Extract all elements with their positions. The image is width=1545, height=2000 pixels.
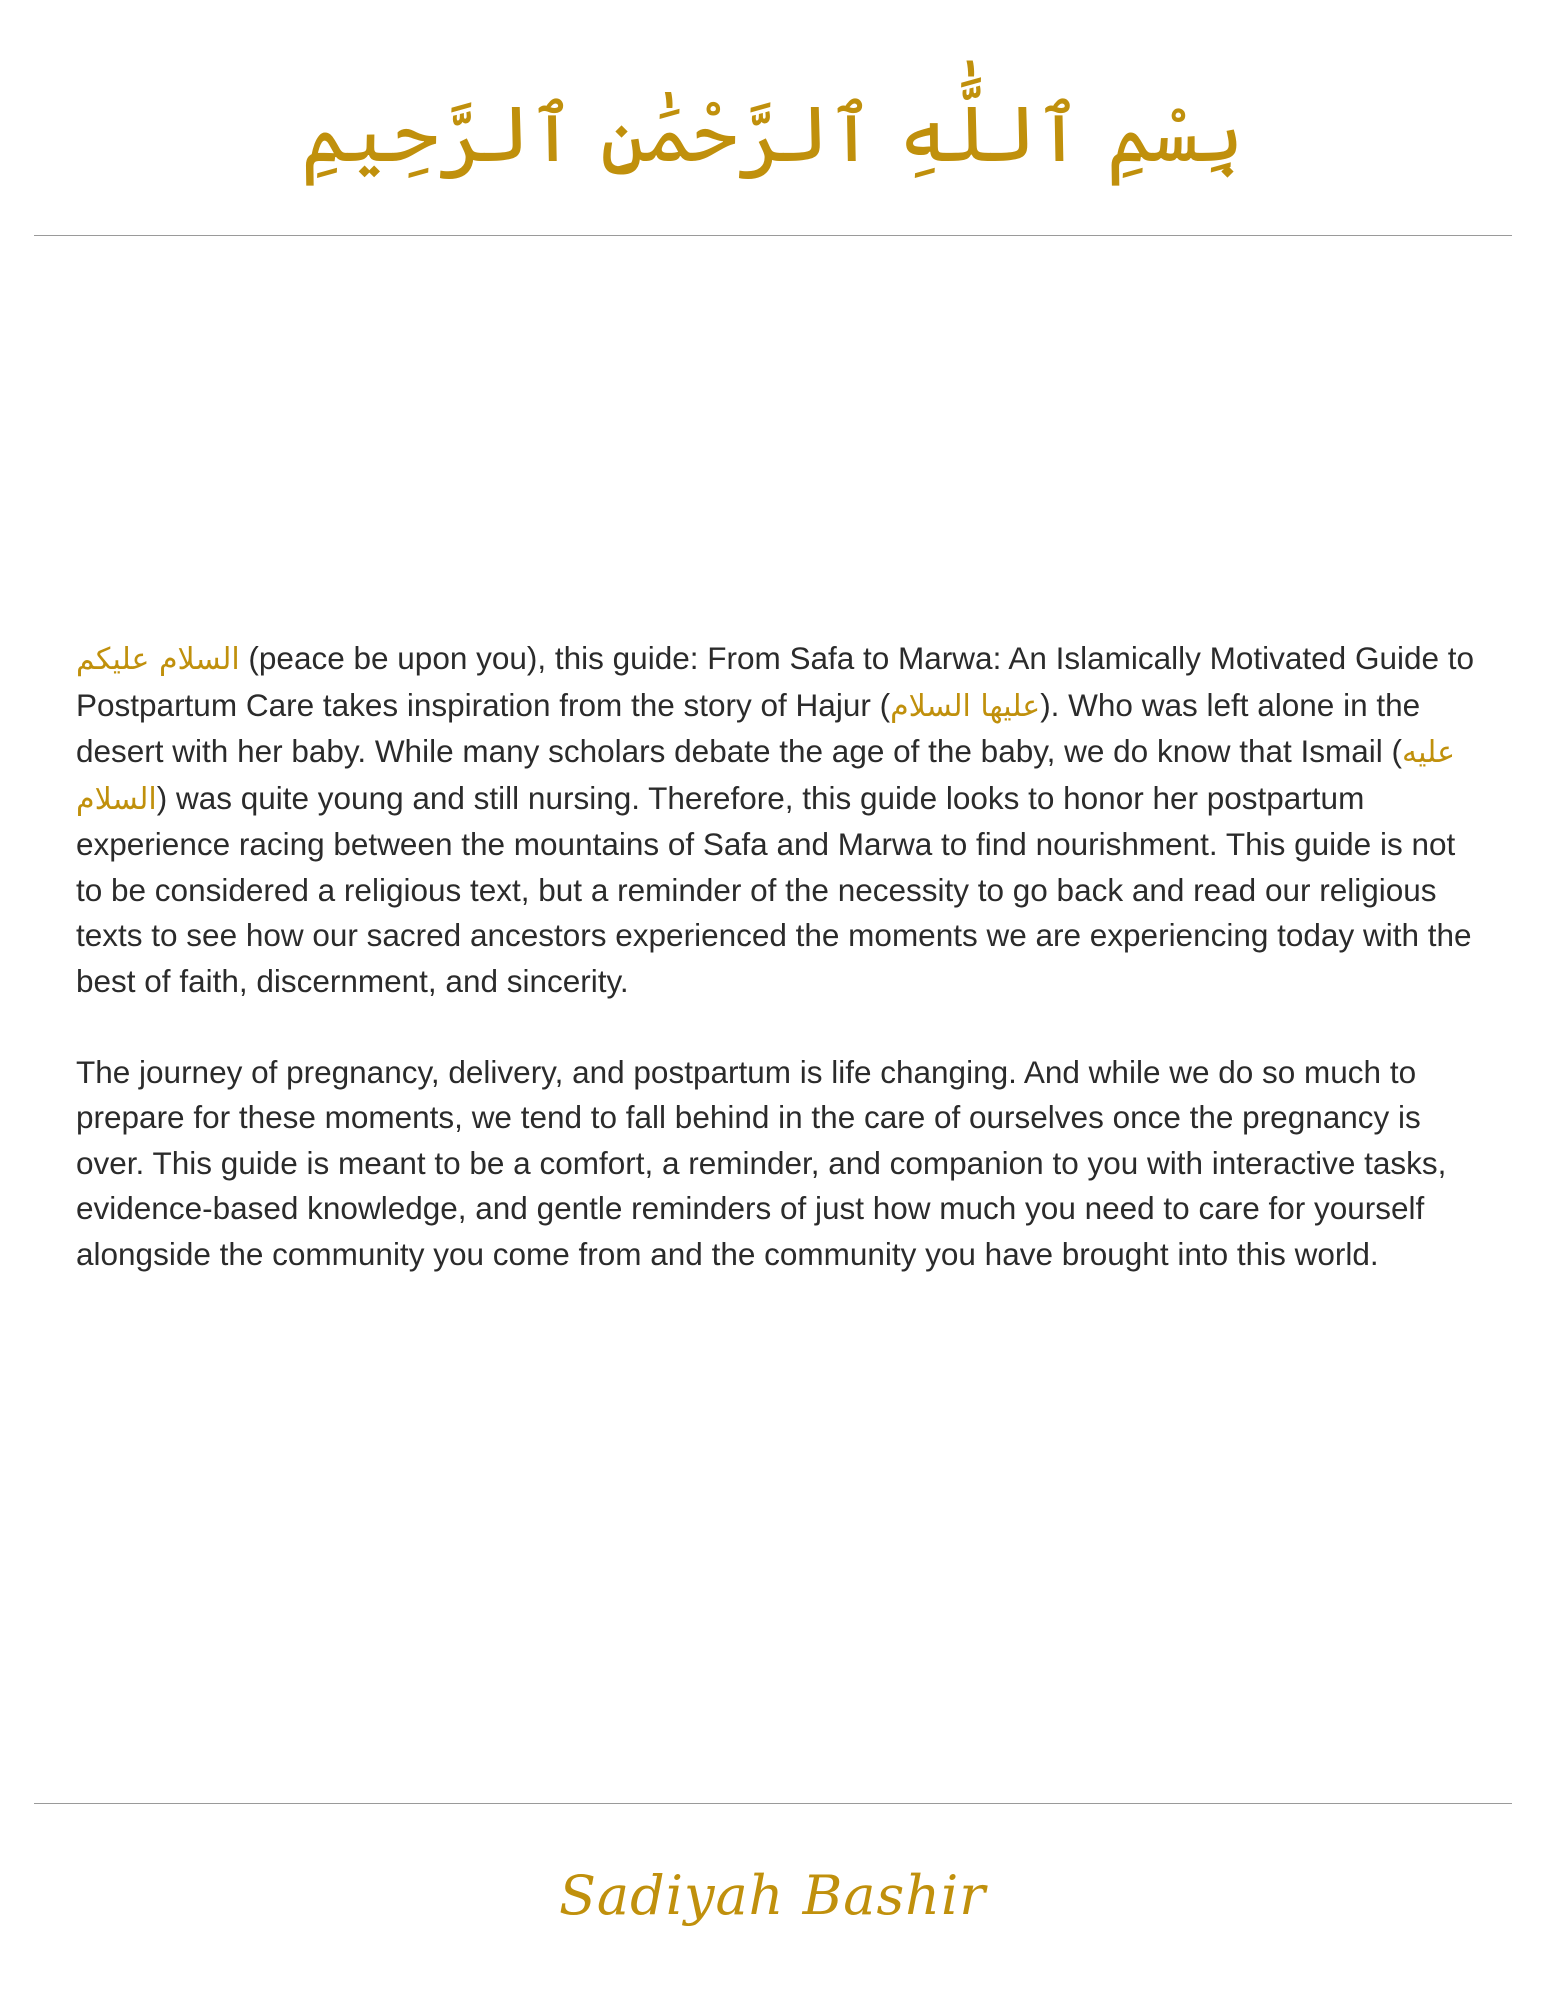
basmala-calligraphy: بِسْمِ ٱللَّٰهِ ٱلرَّحْمَٰنِ ٱلرَّحِيمِ <box>301 90 1244 180</box>
honorific-feminine-arabic: عليها السلام <box>890 688 1041 724</box>
page-header <box>0 80 1545 190</box>
author-signature: Sadiyah Bashir <box>558 1863 987 1927</box>
header-divider <box>34 235 1512 236</box>
paragraph-1-part-2: ). Who was left alone in the desert with her baby. While many scholars debate the age of the baby, we do know that Ismail ( <box>76 686 1421 769</box>
page-footer <box>0 1850 1545 1940</box>
paragraph-1-part-1: (peace be upon you), this guide: From Safa to Marwa: An Islamically Motivated Guide to Postpartum Care takes inspiration from the story of Hajur ( <box>76 640 1475 723</box>
intro-paragraph-2: The journey of pregnancy, delivery, and postpartum is life changing. And while we do so much to prepare for these moments, we tend to fall behind in the care of ourselves once the pregnancy is over. This guide is meant to be a comfort, a reminder, and companion to you with interactive tasks, evidence-based knowledge, and gentle reminders of just how much you need to care for yourself alongside the community you come from and the community you have brought into this world. <box>76 1053 1447 1272</box>
honorific-masculine-arabic: عليه السلام <box>76 735 1455 817</box>
intro-text <box>76 636 1476 1277</box>
paragraph-1-part-3: ) was quite young and still nursing. Therefore, this guide looks to honor her postpartum experience racing between the mountains of Safa and Marwa to find nourishment. This guide is not to be considered a religious text, but a reminder of the necessity to go back and read our religious texts to see how our sacred ancestors experienced the moments we are experiencing today with the best of faith, discernment, and sincerity. <box>76 779 1472 999</box>
greeting-arabic: السلام عليكم <box>76 642 240 677</box>
footer-divider <box>34 1803 1512 1804</box>
intro-paragraph-1 <box>76 636 1476 1004</box>
